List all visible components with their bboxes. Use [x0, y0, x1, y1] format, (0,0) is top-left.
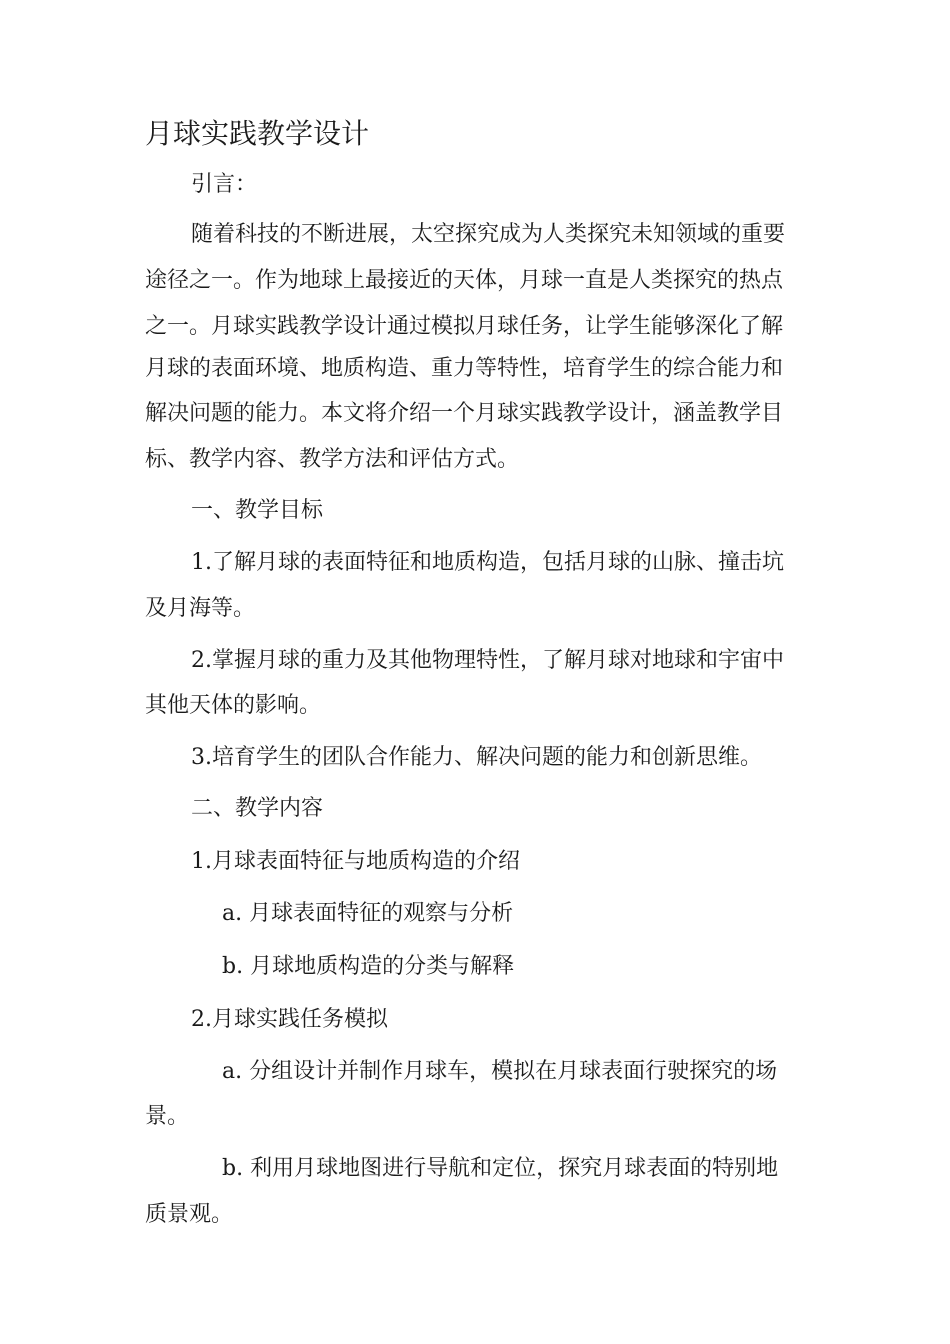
- goal-item-continued: 其他天体的影响。: [145, 693, 322, 718]
- section-heading-goals: 一、教学目标: [191, 498, 324, 523]
- goal-item-continued: 及月海等。: [145, 596, 256, 621]
- intro-line: 随着科技的不断进展，太空探究成为人类探究未知领域的重要: [191, 222, 786, 247]
- intro-heading: 引言：: [191, 172, 258, 197]
- section-heading-content: 二、教学内容: [191, 796, 324, 821]
- content-subitem-continued: 景。: [145, 1104, 190, 1129]
- intro-line: 解决问题的能力。本文将介绍一个月球实践教学设计，涵盖教学目: [145, 401, 784, 426]
- content-item: 1.月球表面特征与地质构造的介绍: [191, 849, 520, 874]
- content-subitem: b. 利用月球地图进行导航和定位，探究月球表面的特别地: [222, 1156, 779, 1181]
- content-subitem: a. 月球表面特征的观察与分析: [222, 901, 514, 926]
- intro-line: 标、教学内容、教学方法和评估方式。: [145, 447, 520, 472]
- content-subitem: a. 分组设计并制作月球车，模拟在月球表面行驶探究的场: [222, 1059, 778, 1084]
- intro-line: 月球的表面环境、地质构造、重力等特性，培育学生的综合能力和: [145, 356, 784, 381]
- content-item: 2.月球实践任务模拟: [191, 1007, 388, 1032]
- content-subitem-continued: 质景观。: [145, 1202, 234, 1227]
- goal-item: 2.掌握月球的重力及其他物理特性，了解月球对地球和宇宙中: [191, 648, 784, 673]
- goal-item: 1.了解月球的表面特征和地质构造，包括月球的山脉、撞击坑: [191, 550, 784, 575]
- goal-item: 3.培育学生的团队合作能力、解决问题的能力和创新思维。: [191, 745, 762, 770]
- intro-line: 途径之一。作为地球上最接近的天体，月球一直是人类探究的热点: [145, 268, 784, 293]
- content-subitem: b. 月球地质构造的分类与解释: [222, 954, 515, 979]
- document-title: 月球实践教学设计: [145, 117, 370, 150]
- intro-line: 之一。月球实践教学设计通过模拟月球任务，让学生能够深化了解: [145, 314, 784, 339]
